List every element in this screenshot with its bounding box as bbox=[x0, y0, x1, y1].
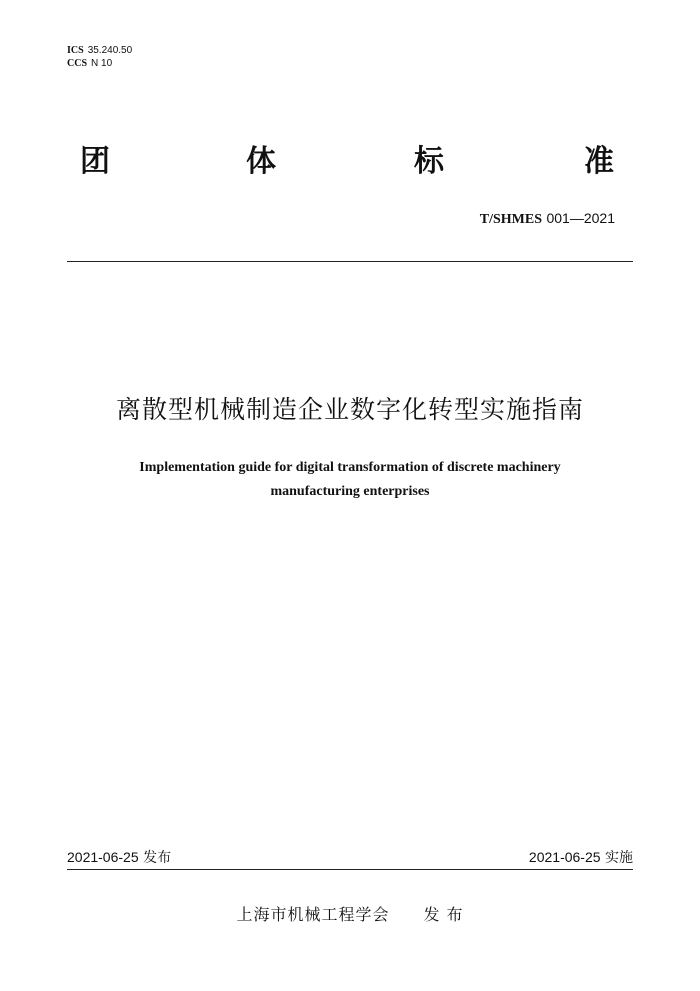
publisher-org: 上海市机械工程学会 bbox=[236, 905, 390, 924]
top-divider bbox=[67, 261, 633, 262]
issue-date-label: 发布 bbox=[143, 850, 172, 866]
bottom-divider bbox=[67, 869, 633, 870]
standard-type-char-1: 团 bbox=[80, 144, 110, 179]
standard-type-char-3: 标 bbox=[414, 144, 444, 179]
ccs-row bbox=[67, 57, 132, 70]
ccs-label: CCS bbox=[67, 58, 88, 69]
implementation-date bbox=[529, 847, 633, 867]
title-chinese: 离散型机械制造企业数字化转型实施指南 bbox=[115, 395, 584, 424]
implementation-date-value: 2021-06-25 bbox=[528, 849, 601, 865]
ccs-value: N 10 bbox=[91, 58, 113, 69]
ics-label: ICS bbox=[67, 45, 84, 56]
issue-date bbox=[67, 847, 171, 867]
implementation-date-label: 实施 bbox=[605, 850, 633, 866]
title-english-line-2: manufacturing enterprises bbox=[270, 484, 430, 499]
document-number-value: 001—2021 bbox=[546, 210, 615, 226]
ics-row bbox=[67, 44, 132, 57]
standard-type-char-4: 准 bbox=[584, 144, 614, 179]
standard-type-char-2: 体 bbox=[246, 144, 276, 179]
ics-value: 35.240.50 bbox=[87, 45, 133, 56]
classification-codes bbox=[67, 44, 132, 70]
issue-date-value: 2021-06-25 bbox=[67, 849, 139, 865]
publisher bbox=[0, 902, 700, 925]
document-number bbox=[480, 210, 615, 228]
publisher-action: 发 布 bbox=[423, 905, 464, 924]
document-number-prefix: T/SHMES bbox=[479, 212, 543, 227]
title-english bbox=[0, 456, 700, 504]
title-english-line-1: Implementation guide for digital transformation of discrete machinery bbox=[139, 460, 561, 475]
